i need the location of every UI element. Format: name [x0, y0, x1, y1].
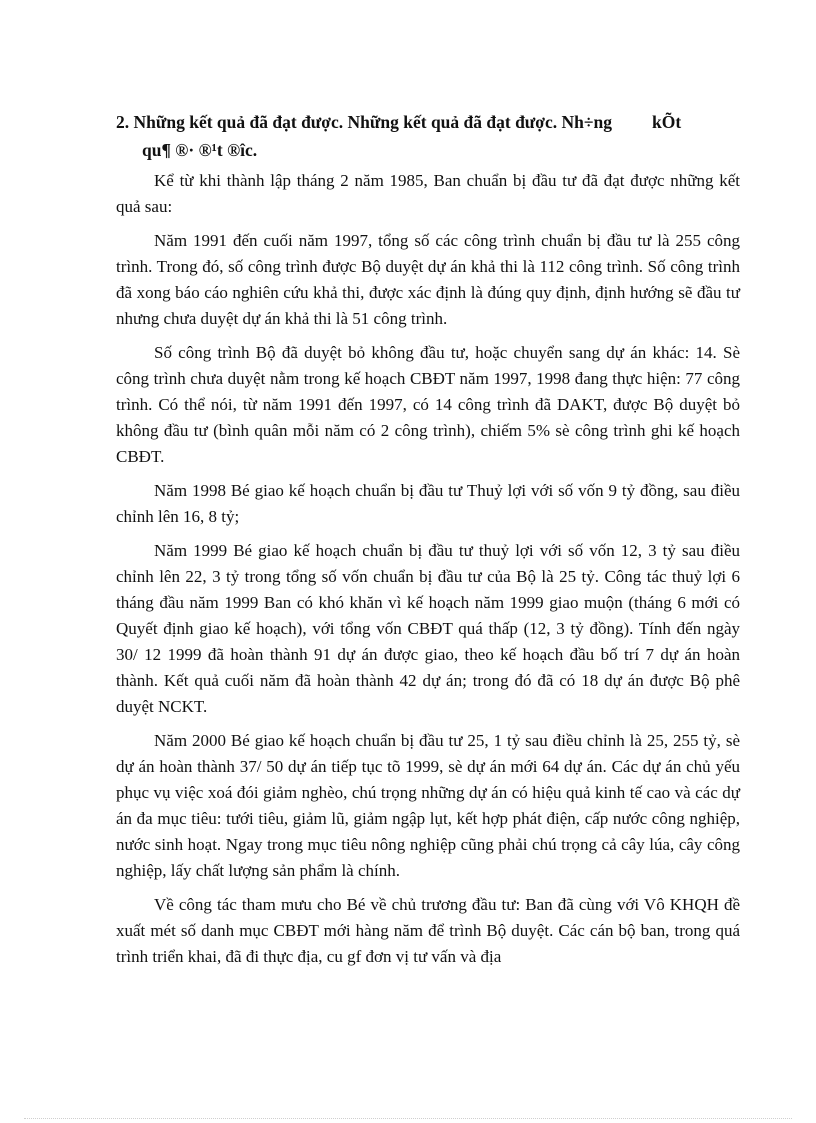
page-bottom-divider — [24, 1118, 792, 1119]
paragraph-advisory: Về công tác tham mưu cho Bé về chủ trương đầu tư: Ban đã cùng với Vô KHQH đề xuất mét số danh mục CBĐT mới hàng năm để trình Bộ duyệt. Các cán bộ ban, trong quá trình triển khai, đã đi thực địa, cu gf đơn vị tư vấn và địa — [116, 895, 740, 966]
paragraph-1998: Năm 1998 Bé giao kế hoạch chuẩn bị đầu tư Thuỷ lợi với số vốn 9 tỷ đồng, sau điều chỉnh lên 16, 8 tỷ; — [116, 481, 740, 526]
paragraph-2000: Năm 2000 Bé giao kế hoạch chuẩn bị đầu tư 25, 1 tỷ sau điều chỉnh là 25, 255 tỷ, sè dự án hoàn thành 37/ 50 dự án tiếp tục tõ 1999, sè dự án mới 64 dự án. Các dự án chủ yếu phục vụ việc xoá đói giảm nghèo, chú trọng những dự án có hiệu quả kinh tế cao và các dự án đa mục tiêu: tưới tiêu, giảm lũ, giảm ngập lụt, kết hợp phát điện, cấp nước công nghiệp, nước sinh hoạt. Ngay trong mục tiêu nông nghiệp cũng phải chú trọng cả cây lúa, cây công nghiệp, lấy chất lượng sản phẩm là chính. — [116, 731, 740, 880]
heading-line2: qu¶ ®· ®¹t ®îc. — [142, 140, 258, 160]
paragraph-intro: Kể từ khi thành lập tháng 2 năm 1985, Ban chuẩn bị đầu tư đã đạt được những kết quả sau: — [116, 171, 740, 216]
heading-tail: kÕt — [651, 112, 682, 132]
paragraph-rejected-projects: Số công trình Bộ đã duyệt bỏ không đầu tư, hoặc chuyển sang dự án khác: 14. Sè công trình chưa duyệt nằm trong kế hoạch CBĐT năm 1997, 1998 đang thực hiện: 77 công trình. Có thể nói, từ năm 1991 đến 1997, có 14 công trình đã DAKT, được Bộ duyệt bỏ không đầu tư (bình quân mỗi năm có 2 công trình), chiếm 5% sè công trình ghi kế hoạch CBĐT. — [116, 343, 740, 466]
paragraph-1999: Năm 1999 Bé giao kế hoạch chuẩn bị đầu tư thuỷ lợi với số vốn 12, 3 tỷ sau điều chỉnh lên 22, 3 tỷ trong tổng số vốn chuẩn bị đầu tư của Bộ là 25 tỷ. Công tác thuỷ lợi 6 tháng đầu năm 1999 Ban có khó khăn vì kế hoạch năm 1999 giao muộn (tháng 6 mới có Quyết định giao kế hoạch), với tổng vốn CBĐT quá thấp (12, 3 tỷ đồng). Tính đến ngày 30/ 12 1999 đã hoàn thành 91 dự án được giao, theo kế hoạch đầu bố trí 7 dự án hoàn thành. Kết quả cuối năm đã hoàn thành 42 dự án; trong đó đã có 18 dự án được Bộ phê duyệt NCKT. — [116, 541, 740, 716]
document-body — [116, 108, 740, 978]
section-heading — [116, 108, 740, 164]
paragraph-1991-1997: Năm 1991 đến cuối năm 1997, tổng số các công trình chuẩn bị đầu tư là 255 công trình. Trong đó, số công trình được Bộ duyệt dự án khả thi là 112 công trình. Số công trình đã xong báo cáo nghiên cứu khả thi, được xác định là đúng quy định, định hướng sẽ đầu tư nhưng chưa duyệt dự án khả thi là 51 công trình. — [116, 231, 740, 328]
heading-main: 2. Những kết quả đã đạt được. Những kết quả đã đạt được. Nh÷ng — [116, 112, 612, 132]
